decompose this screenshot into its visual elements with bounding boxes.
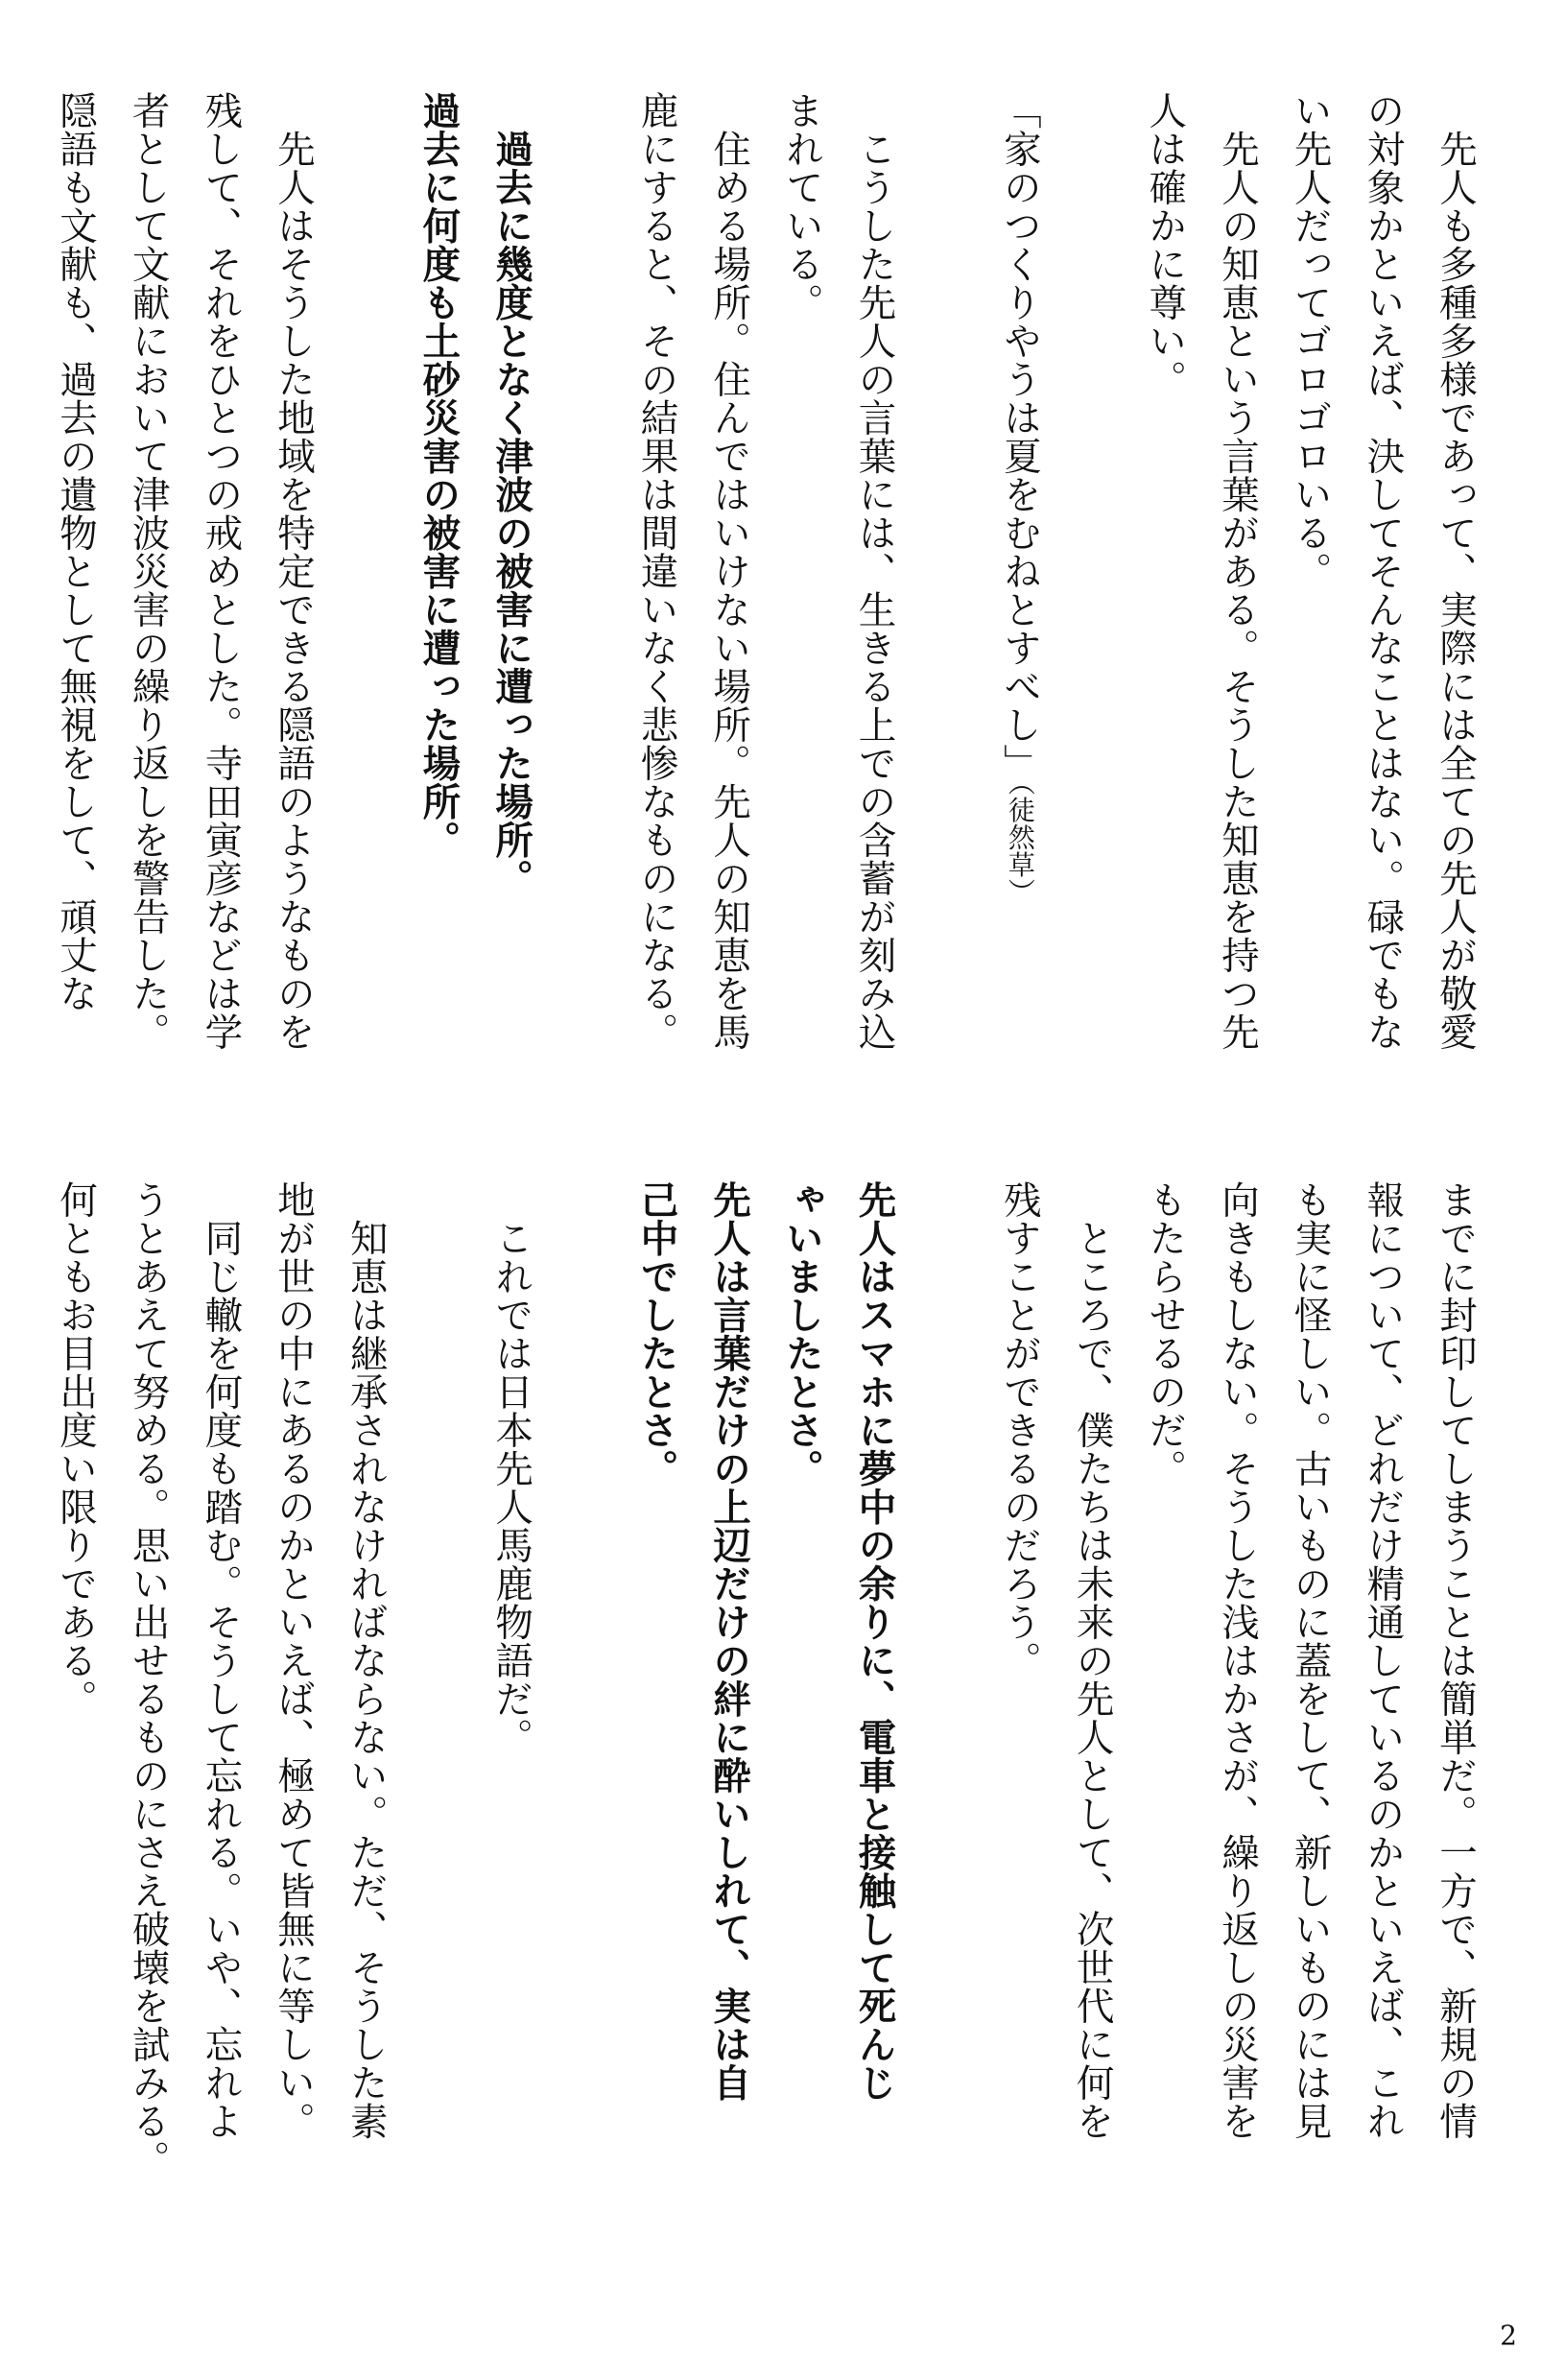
line-text: 地が世の中にあるのかといえば、極めて皆無に等しい。 [272,1180,316,2140]
text-line [851,91,897,1051]
text-line [1214,1180,1260,2140]
line-text: 報について、どれだけ精通しているのかといえば、これ [1361,1180,1406,2140]
bottom-columns [21,1180,1478,2274]
line-text: 知恵は継承されなければならない。ただ、そうした素 [344,1219,389,2140]
bottom-text-block [0,1180,1541,2274]
line-text: もたらせるのだ。 [1143,1180,1188,1488]
line-text: まれている。 [779,91,824,321]
text-line [52,1180,98,1718]
line-text: ところで、僕たちは未来の先人として、次世代に何を [1070,1219,1115,2140]
line-text: 先人は言葉だけの上辺だけの絆に酔いしれて、実は自 [707,1180,752,2102]
text-line [415,91,462,859]
line-text: 先人はそうした地域を特定できる隠語のようなものを [272,130,316,1051]
line-text: 過去に幾度となく津波の被害に遭った場所。 [489,130,534,897]
line-text: 人は確かに尊い。 [1143,91,1188,398]
text-line [125,91,171,1051]
text-line [270,1180,316,2140]
text-line [270,91,316,1051]
line-text: 己中でしたとさ。 [634,1180,679,1488]
text-line [1432,91,1478,1051]
text-line [1214,91,1260,1051]
text-line [1359,1180,1406,2140]
line-text: うとあえて努める。思い出せるものにさえ破壊を試みる。 [126,1180,171,2178]
line-text: 向きもしない。そうした浅はかさが、繰り返しの災害を [1215,1180,1260,2140]
line-text: こうした先人の言葉には、生きる上での含蓄が刻み込 [852,130,897,1051]
text-line [632,1180,679,1488]
citation-note: （徒然草） [1004,782,1036,906]
text-line [487,1180,534,1756]
text-line [1069,1180,1115,2140]
text-line [1287,1180,1333,2140]
text-line [778,1180,824,1488]
text-line [197,1180,244,2140]
text-line [1287,91,1333,590]
line-text: 先人の知恵という言葉がある。そうした知恵を持つ先 [1215,130,1260,1051]
text-line [1359,91,1406,1051]
text-line [996,1180,1042,1679]
page-number: 2 [1500,2320,1517,2351]
line-text: 先人も多種多様であって、実際には全ての先人が敬愛 [1434,130,1478,1051]
text-line [851,1180,897,2102]
text-line [778,91,824,321]
text-line [1432,1180,1478,2140]
line-text: 鹿にすると、その結果は間違いなく悲惨なものになる。 [634,91,679,1051]
text-line [343,1180,389,2140]
line-text: 何ともお目出度い限りである。 [53,1180,98,1718]
line-text: 同じ轍を何度も踏む。そうして忘れる。いや、忘れよ [199,1219,244,2140]
line-text: 過去に何度も土砂災害の被害に遭った場所。 [416,91,462,859]
line-text: 「家のつくりやうは夏をむねとすべし」 [997,91,1042,782]
text-line [705,1180,752,2102]
line-text: 残して、それをひとつの戒めとした。寺田寅彦などは学 [199,91,244,1051]
text-line [705,91,752,1051]
text-line [125,1180,171,2178]
text-line [52,91,98,1012]
text-line [487,91,534,897]
top-columns [21,91,1478,1108]
text-line [632,91,679,1051]
text-line [197,91,244,1051]
text-line [1141,1180,1188,1488]
line-text: も実に怪しい。古いものに蓋をして、新しいものには見 [1288,1180,1333,2140]
top-text-block [0,91,1541,1108]
line-text: の対象かといえば、決してそんなことはない。碌でもな [1361,91,1406,1051]
line-text: までに封印してしまうことは簡単だ。一方で、新規の情 [1434,1180,1478,2140]
text-line [1141,91,1188,398]
line-text: これでは日本先人馬鹿物語だ。 [489,1219,534,1756]
line-text: 隠語も文献も、過去の遺物として無視をして、頑丈な [53,91,98,1012]
text-line [996,91,1042,906]
line-text: 住める場所。住んではいけない場所。先人の知恵を馬 [707,130,752,1051]
line-text: 残すことができるのだろう。 [997,1180,1042,1679]
line-text: 先人はスマホに夢中の余りに、電車と接触して死んじ [852,1180,897,2102]
line-text: 者として文献において津波災害の繰り返しを警告した。 [126,91,171,1051]
line-text: い先人だってゴロゴロいる。 [1288,91,1333,590]
line-text: ゃいましたとさ。 [779,1180,824,1488]
